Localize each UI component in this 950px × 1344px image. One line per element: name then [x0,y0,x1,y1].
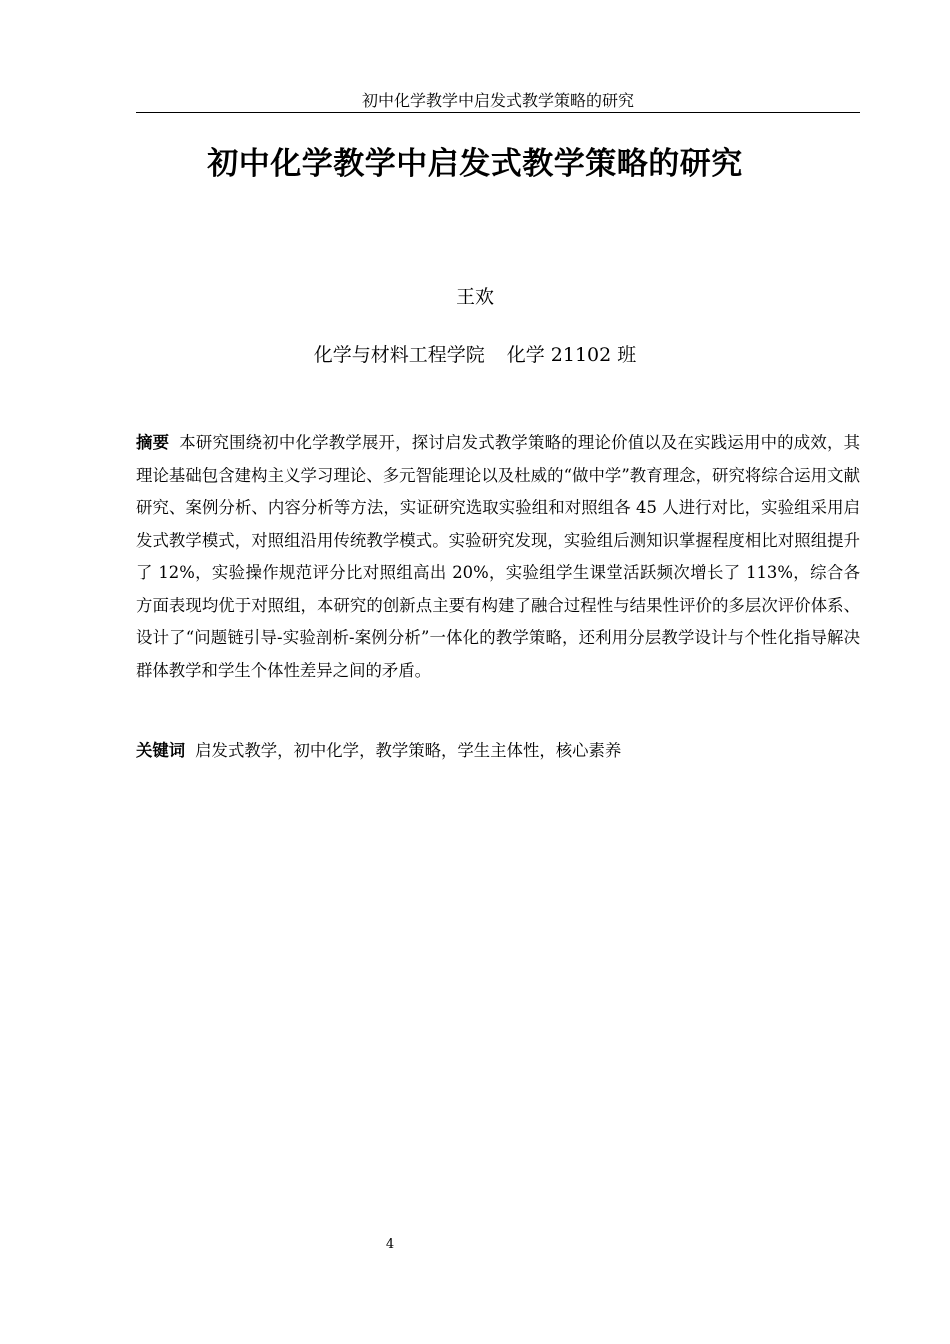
abstract-text: 本研究围绕初中化学教学展开，探讨启发式教学策略的理论价值以及在实践运用中的成效，其理论基础包含建构主义学习理论、多元智能理论以及杜威的“做中学”教育理念，研究将综合运用文献研究、案例分析、内容分析等方法，实证研究选取实验组和对照组各 45 人进行对比，实验组采用启发式教学模式，对照组沿用传统教学模式。实验研究发现，实验组后测知识掌握程度相比对照组提升了 12%，实验操作规范评分比对照组高出 20%，实验组学生课堂活跃频次增长了 113%，综合各方面表现均优于对照组，本研究的创新点主要有构建了融合过程性与结果性评价的多层次评价体系、设计了“问题链引导-实验剖析-案例分析”一体化的教学策略，还利用分层教学设计与个性化指导解决群体教学和学生个体性差异之间的矛盾。 [136,433,861,680]
affiliation-school: 化学与材料工程学院 [313,344,485,366]
paper-title: 初中化学教学中启发式教学策略的研究 [207,146,743,182]
keywords-text: 启发式教学，初中化学，教学策略，学生主体性，核心素养 [195,741,622,760]
keywords-paragraph [136,735,860,768]
abstract-label: 摘要 [136,433,170,452]
running-header: 初中化学教学中启发式教学策略的研究 [136,90,860,113]
keywords-label: 关键词 [136,741,186,760]
author-affiliation [0,341,950,369]
page-number: 4 [385,1237,395,1252]
abstract-paragraph [136,427,860,687]
author-name: 王欢 [455,286,494,308]
affiliation-class: 化学 21102 班 [506,344,637,366]
